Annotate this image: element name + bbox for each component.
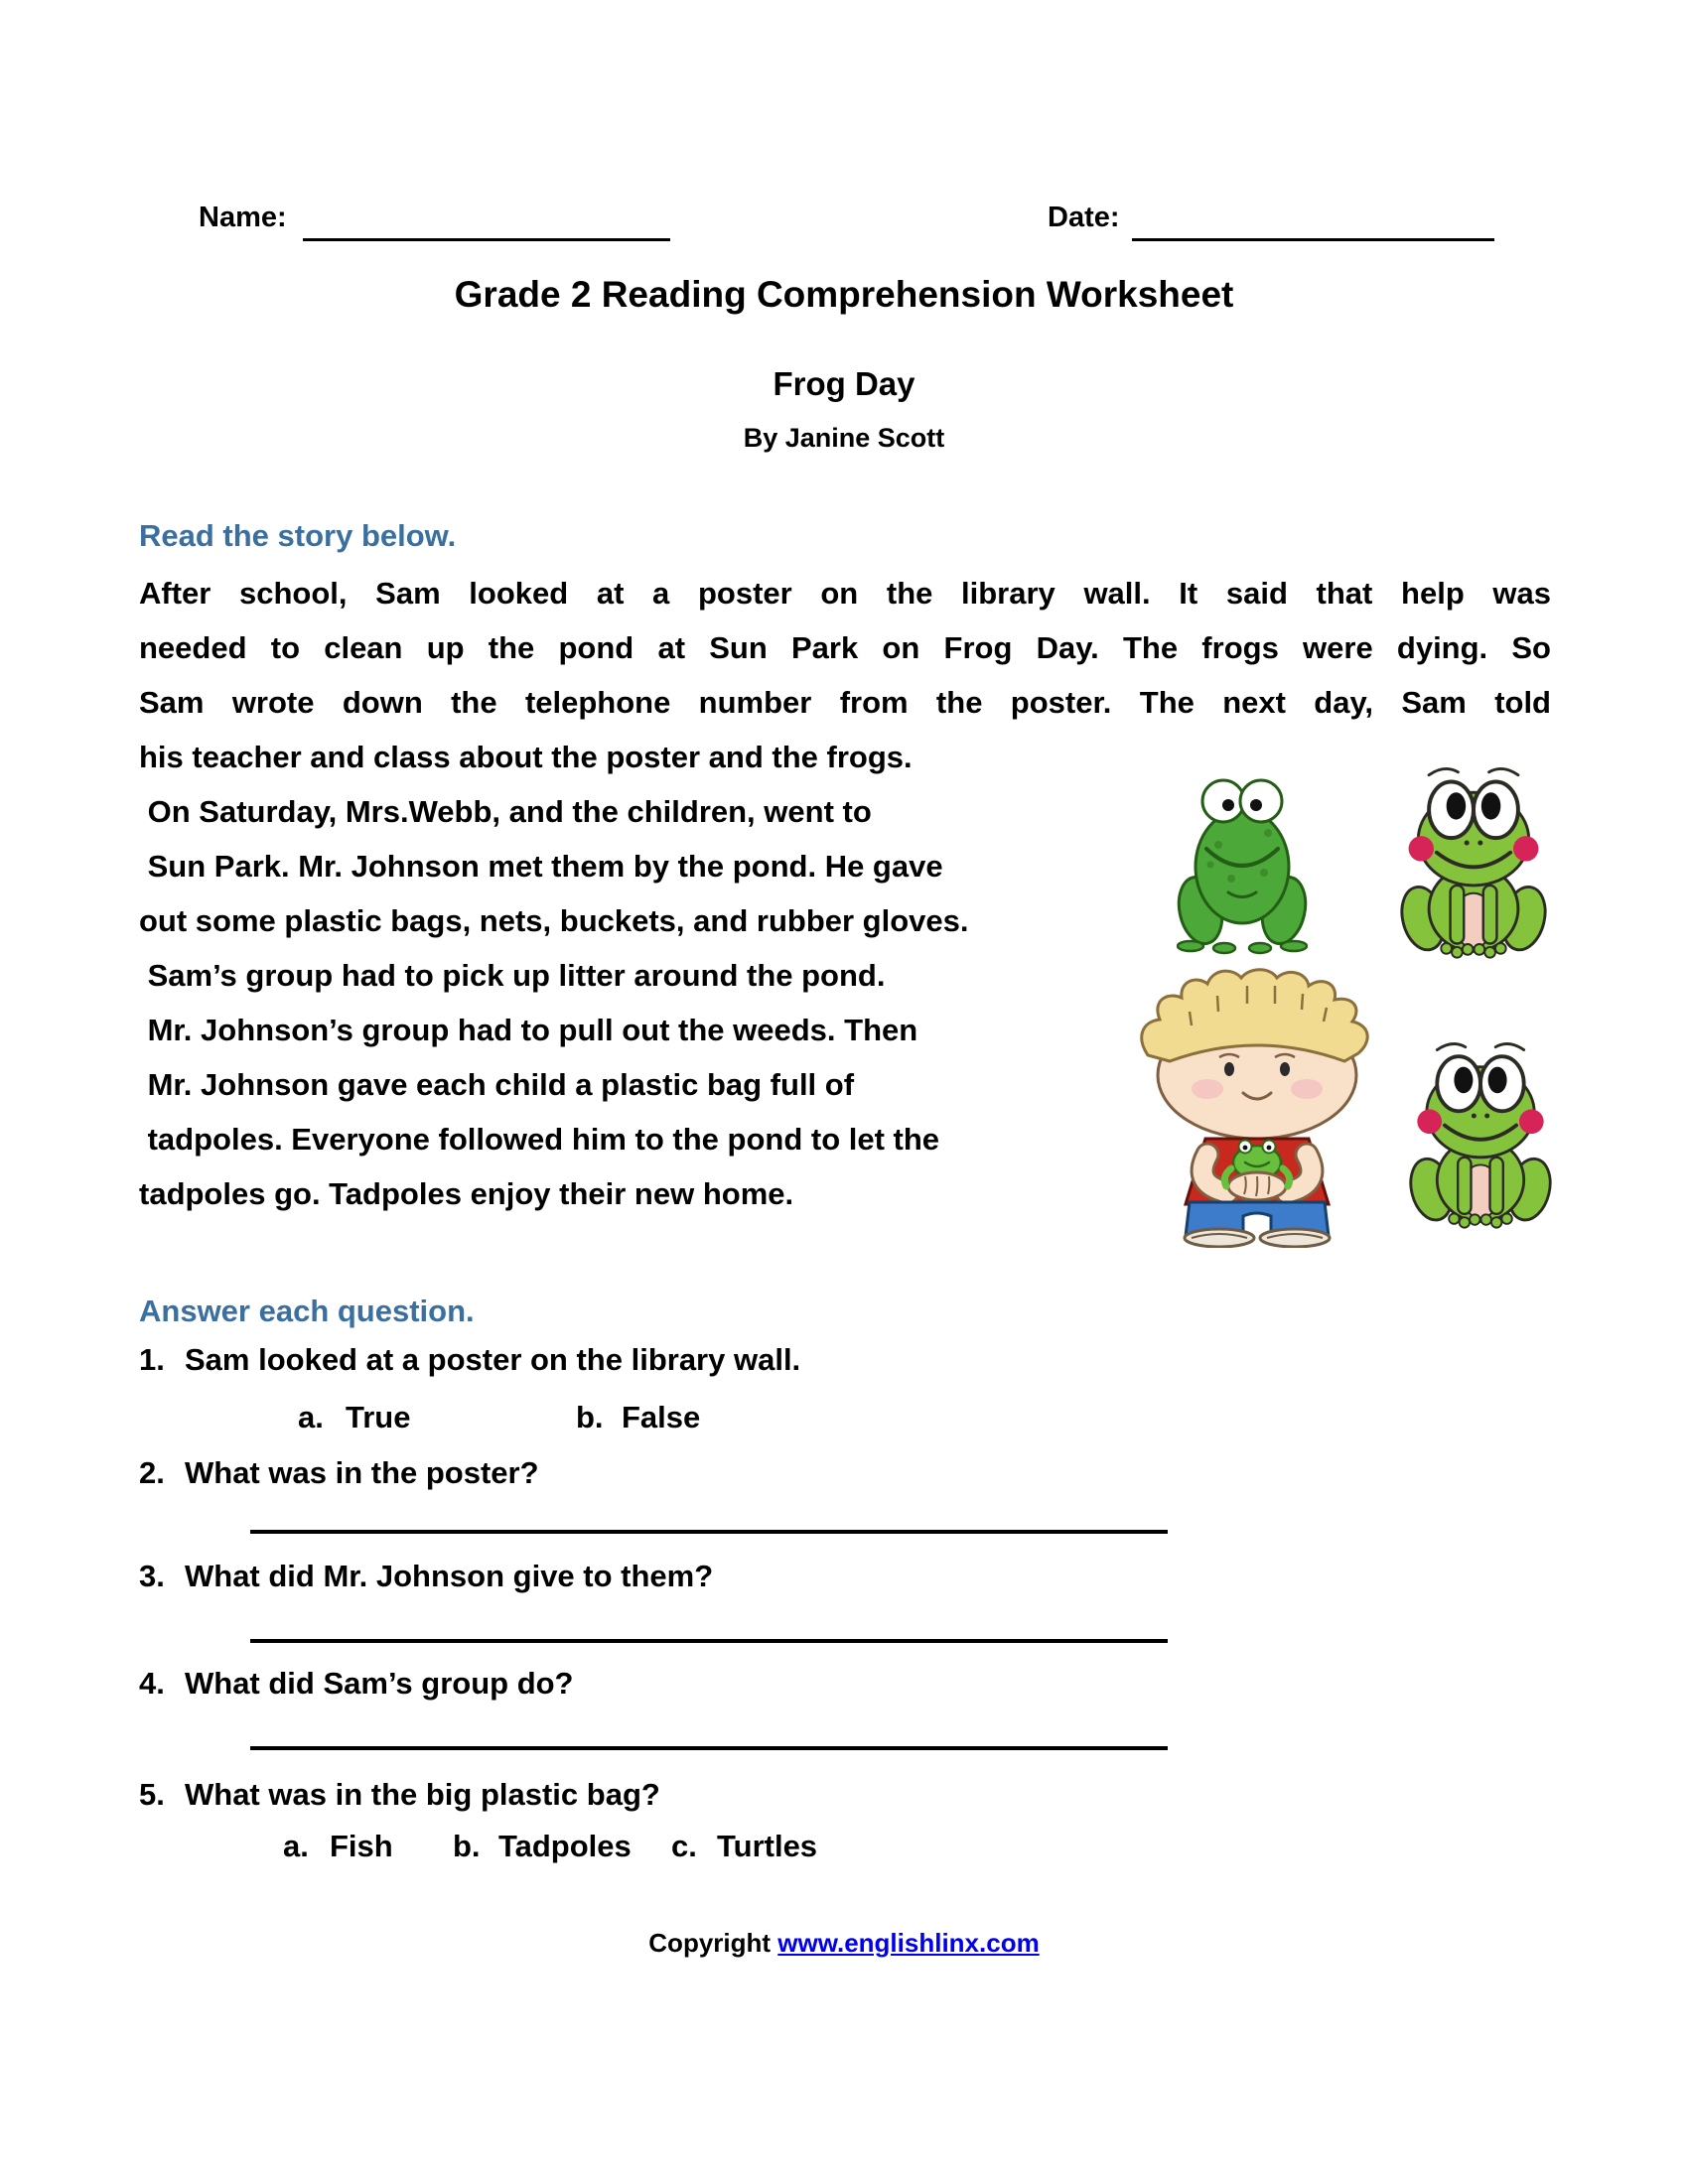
option-label: a. xyxy=(298,1400,324,1434)
question-3 xyxy=(139,1559,713,1594)
option-label: b. xyxy=(453,1829,481,1863)
story-line: After school, Sam looked at a poster on the library wall. It said that help was xyxy=(139,576,1551,611)
question-number: 2. xyxy=(139,1455,165,1490)
read-instruction: Read the story below. xyxy=(139,518,457,553)
boy-holding-frog-icon xyxy=(1132,964,1382,1248)
question-5 xyxy=(139,1777,660,1813)
answer-line xyxy=(250,1639,1168,1643)
question-number: 5. xyxy=(139,1777,165,1812)
story-line: Mr. Johnson’s group had to pull out the weeds. Then xyxy=(139,1013,918,1047)
byline: By Janine Scott xyxy=(743,423,945,453)
question-4 xyxy=(139,1666,574,1702)
story-line: Sam’s group had to pick up litter around the pond. xyxy=(139,958,886,993)
answer-line xyxy=(250,1530,1168,1534)
copyright-link[interactable]: www.englishlinx.com xyxy=(777,1928,1040,1958)
question-text: What did Sam’s group do? xyxy=(185,1666,574,1701)
question-1-options xyxy=(0,1400,1688,1443)
name-label: Name: xyxy=(199,202,287,233)
option-text: Fish xyxy=(330,1829,393,1863)
option-text: Tadpoles xyxy=(498,1829,632,1863)
story-line: out some plastic bags, nets, buckets, and rubber gloves. xyxy=(139,903,969,938)
story-line: needed to clean up the pond at Sun Park on Frog Day. The frogs were dying. So xyxy=(139,630,1551,665)
option-label: a. xyxy=(283,1829,309,1863)
option-text: False xyxy=(622,1400,701,1434)
answer-line xyxy=(250,1746,1168,1750)
story-line: tadpoles. Everyone followed him to the pond to let the xyxy=(139,1122,940,1157)
option-text: True xyxy=(346,1400,411,1434)
date-field-line xyxy=(1132,238,1494,241)
copyright-text: Copyright xyxy=(648,1928,772,1958)
footer xyxy=(0,1928,1688,1959)
question-2 xyxy=(139,1455,539,1491)
story-line: Mr. Johnson gave each child a plastic bag full of xyxy=(139,1067,855,1102)
story-line: Sam wrote down the telephone number from the poster. The next day, Sam told xyxy=(139,685,1551,720)
worksheet-title: Grade 2 Reading Comprehension Worksheet xyxy=(454,274,1234,315)
question-text: What was in the poster? xyxy=(185,1455,539,1490)
story-line: Sun Park. Mr. Johnson met them by the pond. He gave xyxy=(139,849,943,884)
question-text: What did Mr. Johnson give to them? xyxy=(185,1559,714,1593)
option-text: Turtles xyxy=(717,1829,818,1863)
story-line: tadpoles go. Tadpoles enjoy their new home. xyxy=(139,1176,794,1211)
cute-frog-icon xyxy=(1395,761,1552,965)
question-number: 1. xyxy=(139,1342,165,1377)
cute-frog-icon xyxy=(1405,1025,1556,1246)
story-title: Frog Day xyxy=(773,365,915,402)
question-text: Sam looked at a poster on the library wall. xyxy=(185,1342,801,1377)
story-line: On Saturday, Mrs.Webb, and the children, went to xyxy=(139,794,872,829)
clipart-grid xyxy=(1132,759,1579,1256)
name-field-line xyxy=(303,238,670,241)
date-label: Date: xyxy=(1048,202,1120,233)
option-label: b. xyxy=(576,1400,604,1434)
option-label: c. xyxy=(671,1829,697,1863)
green-frog-icon xyxy=(1177,771,1308,960)
question-number: 4. xyxy=(139,1666,165,1701)
answer-instruction: Answer each question. xyxy=(139,1294,475,1328)
question-1 xyxy=(139,1342,800,1378)
story-line: his teacher and class about the poster and the frogs. xyxy=(139,740,913,774)
question-number: 3. xyxy=(139,1559,165,1593)
question-5-options xyxy=(0,1829,1688,1872)
question-text: What was in the big plastic bag? xyxy=(185,1777,660,1812)
